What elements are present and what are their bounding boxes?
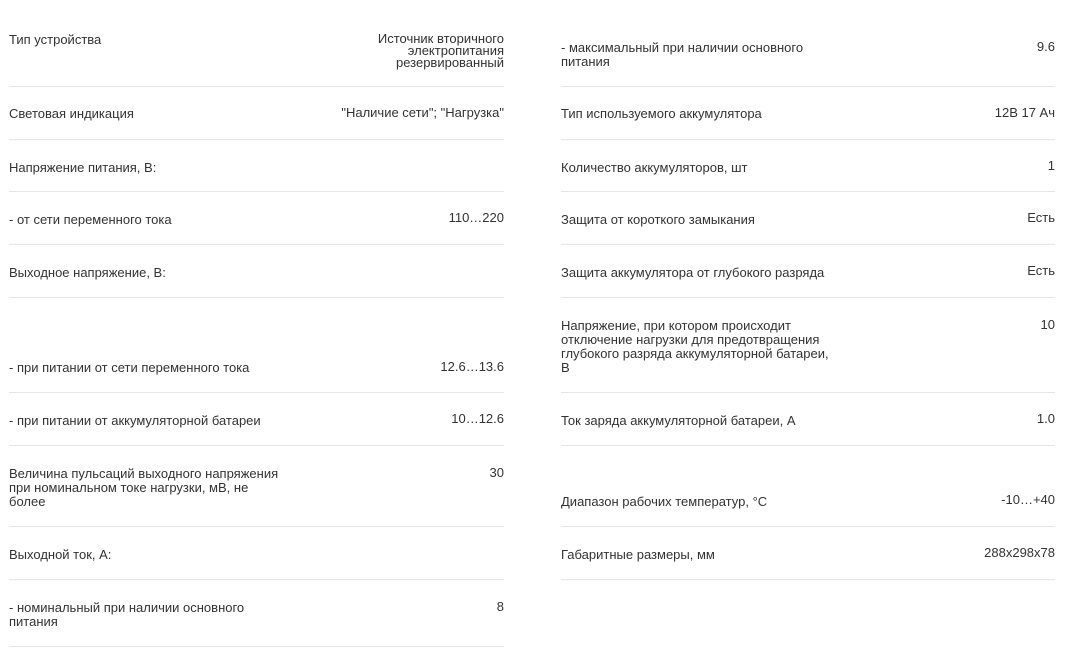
spec-column-left xyxy=(9,0,504,647)
spec-label: Выходное напряжение, В: xyxy=(9,265,166,280)
spec-row-output-current xyxy=(9,527,504,580)
spec-row-battery-count xyxy=(561,140,1055,192)
spec-row-battery-type xyxy=(561,87,1055,140)
spec-label: - номинальный при наличии основного питания xyxy=(9,600,245,629)
spec-label: Ток заряда аккумуляторной батареи, А xyxy=(561,413,796,428)
spec-label: Выходной ток, А: xyxy=(9,547,112,562)
spec-label: - от сети переменного тока xyxy=(9,212,172,227)
spec-label: Напряжение, при котором происходит отключение нагрузки для предотвращения глубокого разряда аккумуляторной батареи, В xyxy=(561,318,829,375)
spec-row-indication xyxy=(9,87,504,140)
spec-value: Есть xyxy=(1027,263,1055,278)
spec-row-temperature xyxy=(561,446,1055,527)
spec-label: - при питании от аккумуляторной батареи xyxy=(9,413,261,428)
spec-value: 30 xyxy=(489,465,504,480)
spec-label: Диапазон рабочих температур, °C xyxy=(561,494,768,509)
spec-row-dimensions xyxy=(561,527,1055,580)
spec-row-max-current xyxy=(561,0,1055,87)
spec-label: Величина пульсаций выходного напряжения при номинальном токе нагрузки, мВ, не более xyxy=(9,466,279,509)
spec-row-device-type xyxy=(9,0,504,87)
spec-label: Тип устройства xyxy=(9,32,102,47)
spec-row-ac-supply xyxy=(9,192,504,245)
spec-label: - максимальный при наличии основного питания xyxy=(561,40,804,69)
spec-label: Количество аккумуляторов, шт xyxy=(561,160,748,175)
spec-row-deep-discharge xyxy=(561,245,1055,298)
spec-label: Защита аккумулятора от глубокого разряда xyxy=(561,265,825,280)
spec-row-output-voltage xyxy=(9,245,504,298)
spec-value: 1.0 xyxy=(1036,411,1055,426)
spec-row-ripple xyxy=(9,446,504,527)
spec-value: 8 xyxy=(496,599,504,614)
spec-label: Световая индикация xyxy=(9,106,134,121)
spec-value: 288x298x78 xyxy=(984,545,1055,560)
spec-value: 110…220 xyxy=(448,210,504,225)
spec-value: -10…+40 xyxy=(1001,492,1055,507)
spec-row-cutoff-voltage xyxy=(561,298,1055,393)
spec-label: Защита от короткого замыкания xyxy=(561,212,755,227)
spec-row-charge-current xyxy=(561,393,1055,446)
spec-value: 12В 17 Ач xyxy=(994,105,1055,120)
spec-row-output-ac xyxy=(9,298,504,393)
spec-value: 12.6…13.6 xyxy=(440,359,504,374)
spec-value: 1 xyxy=(1047,158,1055,173)
spec-label: - при питании от сети переменного тока xyxy=(9,360,250,375)
spec-value: 9.6 xyxy=(1036,39,1055,54)
spec-value: "Наличие сети"; "Нагрузка" xyxy=(341,105,504,120)
spec-value: Источник вторичного электропитания резервированный xyxy=(377,31,504,70)
spec-row-nominal-current xyxy=(9,580,504,647)
spec-label: Напряжение питания, В: xyxy=(9,160,157,175)
spec-label: Габаритные размеры, мм xyxy=(561,547,715,562)
spec-row-output-battery xyxy=(9,393,504,446)
spec-column-right xyxy=(561,0,1055,580)
spec-value: 10 xyxy=(1040,317,1055,332)
spec-label: Тип используемого аккумулятора xyxy=(561,106,762,121)
spec-row-supply-voltage xyxy=(9,140,504,192)
spec-value: Есть xyxy=(1027,210,1055,225)
spec-row-short-circuit xyxy=(561,192,1055,245)
spec-value: 10…12.6 xyxy=(451,411,504,426)
